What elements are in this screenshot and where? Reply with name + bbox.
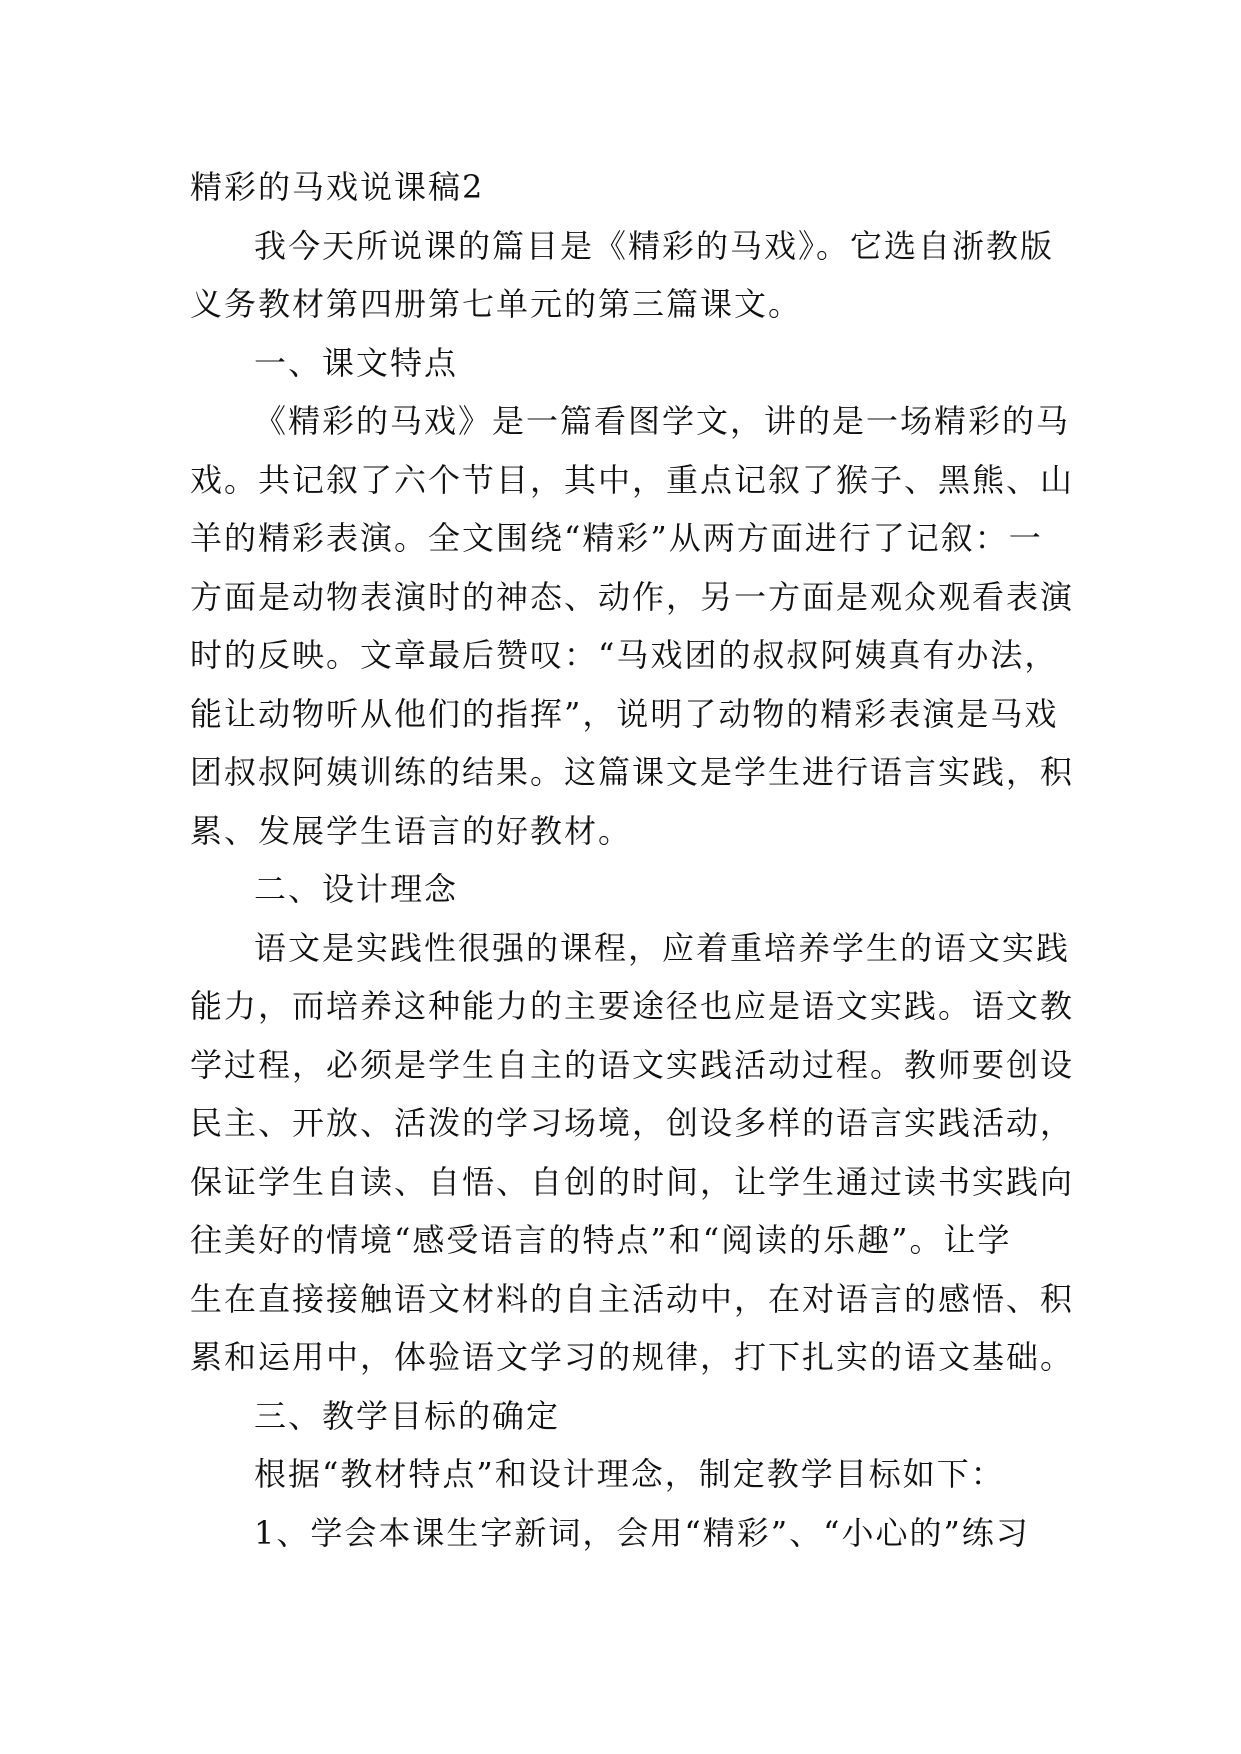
paragraph-line: 民主、开放、活泼的学习场境，创设多样的语言实践活动， [190, 1104, 1075, 1142]
paragraph-line: 义务教材第四册第七单元的第三篇课文。 [190, 285, 803, 323]
paragraph-line: 能让动物听从他们的指挥”，说明了动物的精彩表演是马戏 [190, 694, 1059, 733]
paragraph-line: 《精彩的马戏》是一篇看图学文，讲的是一场精彩的马 [254, 402, 1071, 440]
paragraph-line: 累和运用中，体验语文学习的规律，打下扎实的语文基础。 [190, 1338, 1075, 1376]
paragraph-line: 学过程，必须是学生自主的语文实践活动过程。教师要创设 [190, 1045, 1075, 1084]
document-title: 精彩的马戏说课稿2 [190, 168, 485, 206]
document-body [190, 158, 1075, 1562]
paragraph-line: 生在直接接触语文材料的自主活动中，在对语言的感悟、积 [190, 1279, 1075, 1318]
paragraph-line: 语文是实践性很强的课程，应着重培养学生的语文实践 [254, 928, 1071, 967]
paragraph-line: 1、学会本课生字新词，会用“精彩”、“小心的”练习 [254, 1513, 1030, 1552]
section-heading: 三、教学目标的确定 [254, 1396, 561, 1435]
section-heading: 一、课文特点 [254, 343, 459, 382]
section-heading: 二、设计理念 [254, 870, 459, 908]
paragraph-line: 戏。共记叙了六个节目，其中，重点记叙了猴子、黑熊、山 [190, 460, 1075, 499]
paragraph-line: 往美好的情境“感受语言的特点”和“阅读的乐趣”。让学 [190, 1221, 1012, 1259]
paragraph-line: 累、发展学生语言的好教材。 [190, 811, 633, 850]
paragraph-line: 团叔叔阿姨训练的结果。这篇课文是学生进行语言实践，积 [190, 753, 1075, 791]
paragraph-line: 根据“教材特点”和设计理念，制定教学目标如下： [254, 1455, 1005, 1493]
paragraph-line: 时的反映。文章最后赞叹：“马戏团的叔叔阿姨真有办法， [190, 636, 1059, 674]
paragraph-line: 方面是动物表演时的神态、动作，另一方面是观众观看表演 [190, 577, 1075, 616]
paragraph-line: 我今天所说课的篇目是《精彩的马戏》。它选自浙教版 [254, 226, 1055, 265]
paragraph-line: 保证学生自读、自悟、自创的时间，让学生通过读书实践向 [190, 1162, 1075, 1201]
paragraph-line: 能力，而培养这种能力的主要途径也应是语文实践。语文教 [190, 987, 1075, 1025]
paragraph-line: 羊的精彩表演。全文围绕“精彩”从两方面进行了记叙：一 [190, 519, 1043, 557]
